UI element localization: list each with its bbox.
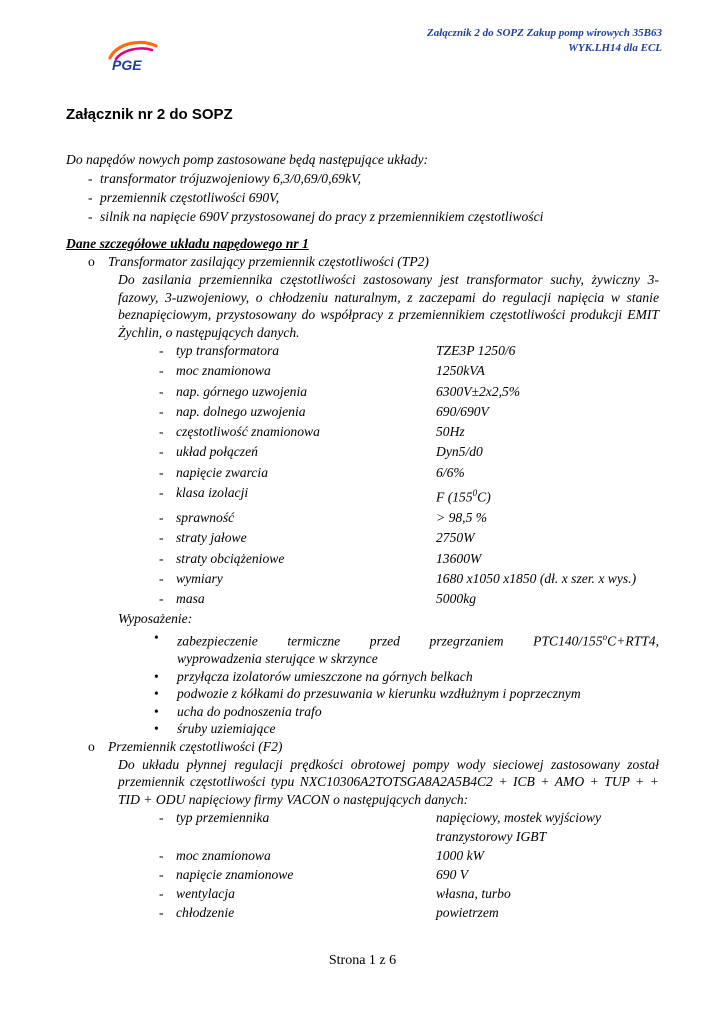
transformer-specs bbox=[66, 341, 659, 609]
spec-row: - wentylacja własna, turbo bbox=[159, 886, 511, 902]
equipment-item: • śruby uziemiające bbox=[154, 721, 276, 737]
spec-row: - moc znamionowa 1250kVA bbox=[159, 363, 485, 379]
equipment-heading: Wyposażenie: bbox=[118, 611, 193, 627]
converter-description: Do układu płynnej regulacji prędkości obrotowej pompy wody sieciowej zastosowany został przemiennik częstotliwości typu NXC10306A2TOTSGA8A2A5B4C2 + ICB + AMO + TUP + + TID + ODU napięciowy firmy VACON o następujących danych: bbox=[118, 756, 659, 807]
header-line-2: WYK.LH14 dla ECL bbox=[568, 42, 662, 54]
intro-item: - przemiennik częstotliwości 690V, bbox=[88, 190, 280, 205]
pge-logo bbox=[100, 40, 162, 74]
spec-row: - układ połączeń Dyn5/d0 bbox=[159, 444, 483, 460]
transformer-description: Do zasilania przemiennika częstotliwości zastosowany jest transformator suchy, żywiczny 3-fazowy, 3-uzwojeniowy, o chłodzeniu naturalnym, z zaczepami do regulacji napięcia w stanie beznapięciowym, przystosowany do współpracy z przemiennikiem częstotliwości produkcji EMIT Żychlin, o następujących danych. bbox=[118, 272, 659, 340]
spec-row: - typ transformatora TZE3P 1250/6 bbox=[159, 343, 516, 358]
header-line-1: Załącznik 2 do SOPZ Zakup pomp wirowych 35B63 bbox=[427, 27, 662, 39]
spec-row: - nap. górnego uzwojenia 6300V±2x2,5% bbox=[159, 383, 521, 399]
spec-row: - klasa izolacji F $(155^0C)$ bbox=[159, 485, 491, 505]
document-header bbox=[427, 26, 662, 56]
equipment-item: • ucha do podnoszenia trafo bbox=[154, 703, 322, 719]
equipment-list bbox=[66, 629, 659, 738]
intro-item: - silnik na napięcie 690V przystosowanej do pracy z przemiennikiem częstotliwości bbox=[88, 209, 544, 224]
page-number: Strona 1 z 6 bbox=[328, 953, 397, 968]
spec-row: - wymiary 1680 x1050 x1850 (dł. x szer. x wys.) bbox=[159, 570, 637, 586]
equipment-item: • podwozie z kółkami do przesuwania w kierunku wzdłużnym i poprzecznym bbox=[154, 686, 581, 702]
page-title: Załącznik nr 2 do SOPZ bbox=[66, 106, 233, 123]
spec-row: - sprawność > 98,5 % bbox=[159, 509, 488, 525]
equipment-item: • przyłącza izolatorów umieszczone na górnych belkach bbox=[154, 668, 473, 684]
logo-text: PGE bbox=[112, 57, 142, 73]
spec-row: - straty obciążeniowe 13600W bbox=[159, 550, 482, 566]
spec-row: - typ przemiennika napięciowy, mostek wyjściowy bbox=[159, 810, 601, 826]
spec-row-continuation: tranzystorowy IGBT bbox=[436, 829, 547, 845]
section-heading: Dane szczegółowe układu napędowego nr 1 bbox=[66, 236, 309, 251]
spec-row: - częstotliwość znamionowa 50Hz bbox=[159, 424, 465, 440]
spec-row: - napięcie zwarcia 6/6% bbox=[159, 464, 465, 480]
document-body bbox=[66, 150, 659, 922]
subsection-transformer-title: o Transformator zasilający przemiennik częstotliwości (TP2) bbox=[88, 254, 429, 269]
equipment-item: • zabezpieczenie termiczne przed przegrzaniem $PTC140/155^oC+RTT4$, bbox=[154, 630, 659, 649]
intro-text: Do napędów nowych pomp zastosowane będą następujące układy: bbox=[66, 152, 429, 167]
spec-row: - chłodzenie powietrzem bbox=[159, 905, 499, 921]
spec-row: - nap. dolnego uzwojenia 690/690V bbox=[159, 403, 489, 419]
converter-specs bbox=[66, 808, 659, 922]
subsection-converter-title: o Przemiennik częstotliwości (F2) bbox=[88, 738, 283, 754]
spec-row: - moc znamionowa 1000 kW bbox=[159, 848, 484, 864]
spec-row: - napięcie znamionowe 690 V bbox=[159, 867, 469, 883]
spec-row: - masa 5000kg bbox=[159, 591, 477, 607]
equipment-item-continuation: wyprowadzenia sterujące w skrzynce bbox=[177, 651, 378, 667]
spec-row: - straty jałowe 2750W bbox=[159, 530, 475, 546]
intro-item: - transformator trójuzwojeniowy 6,3/0,69/0,69kV, bbox=[88, 171, 362, 186]
